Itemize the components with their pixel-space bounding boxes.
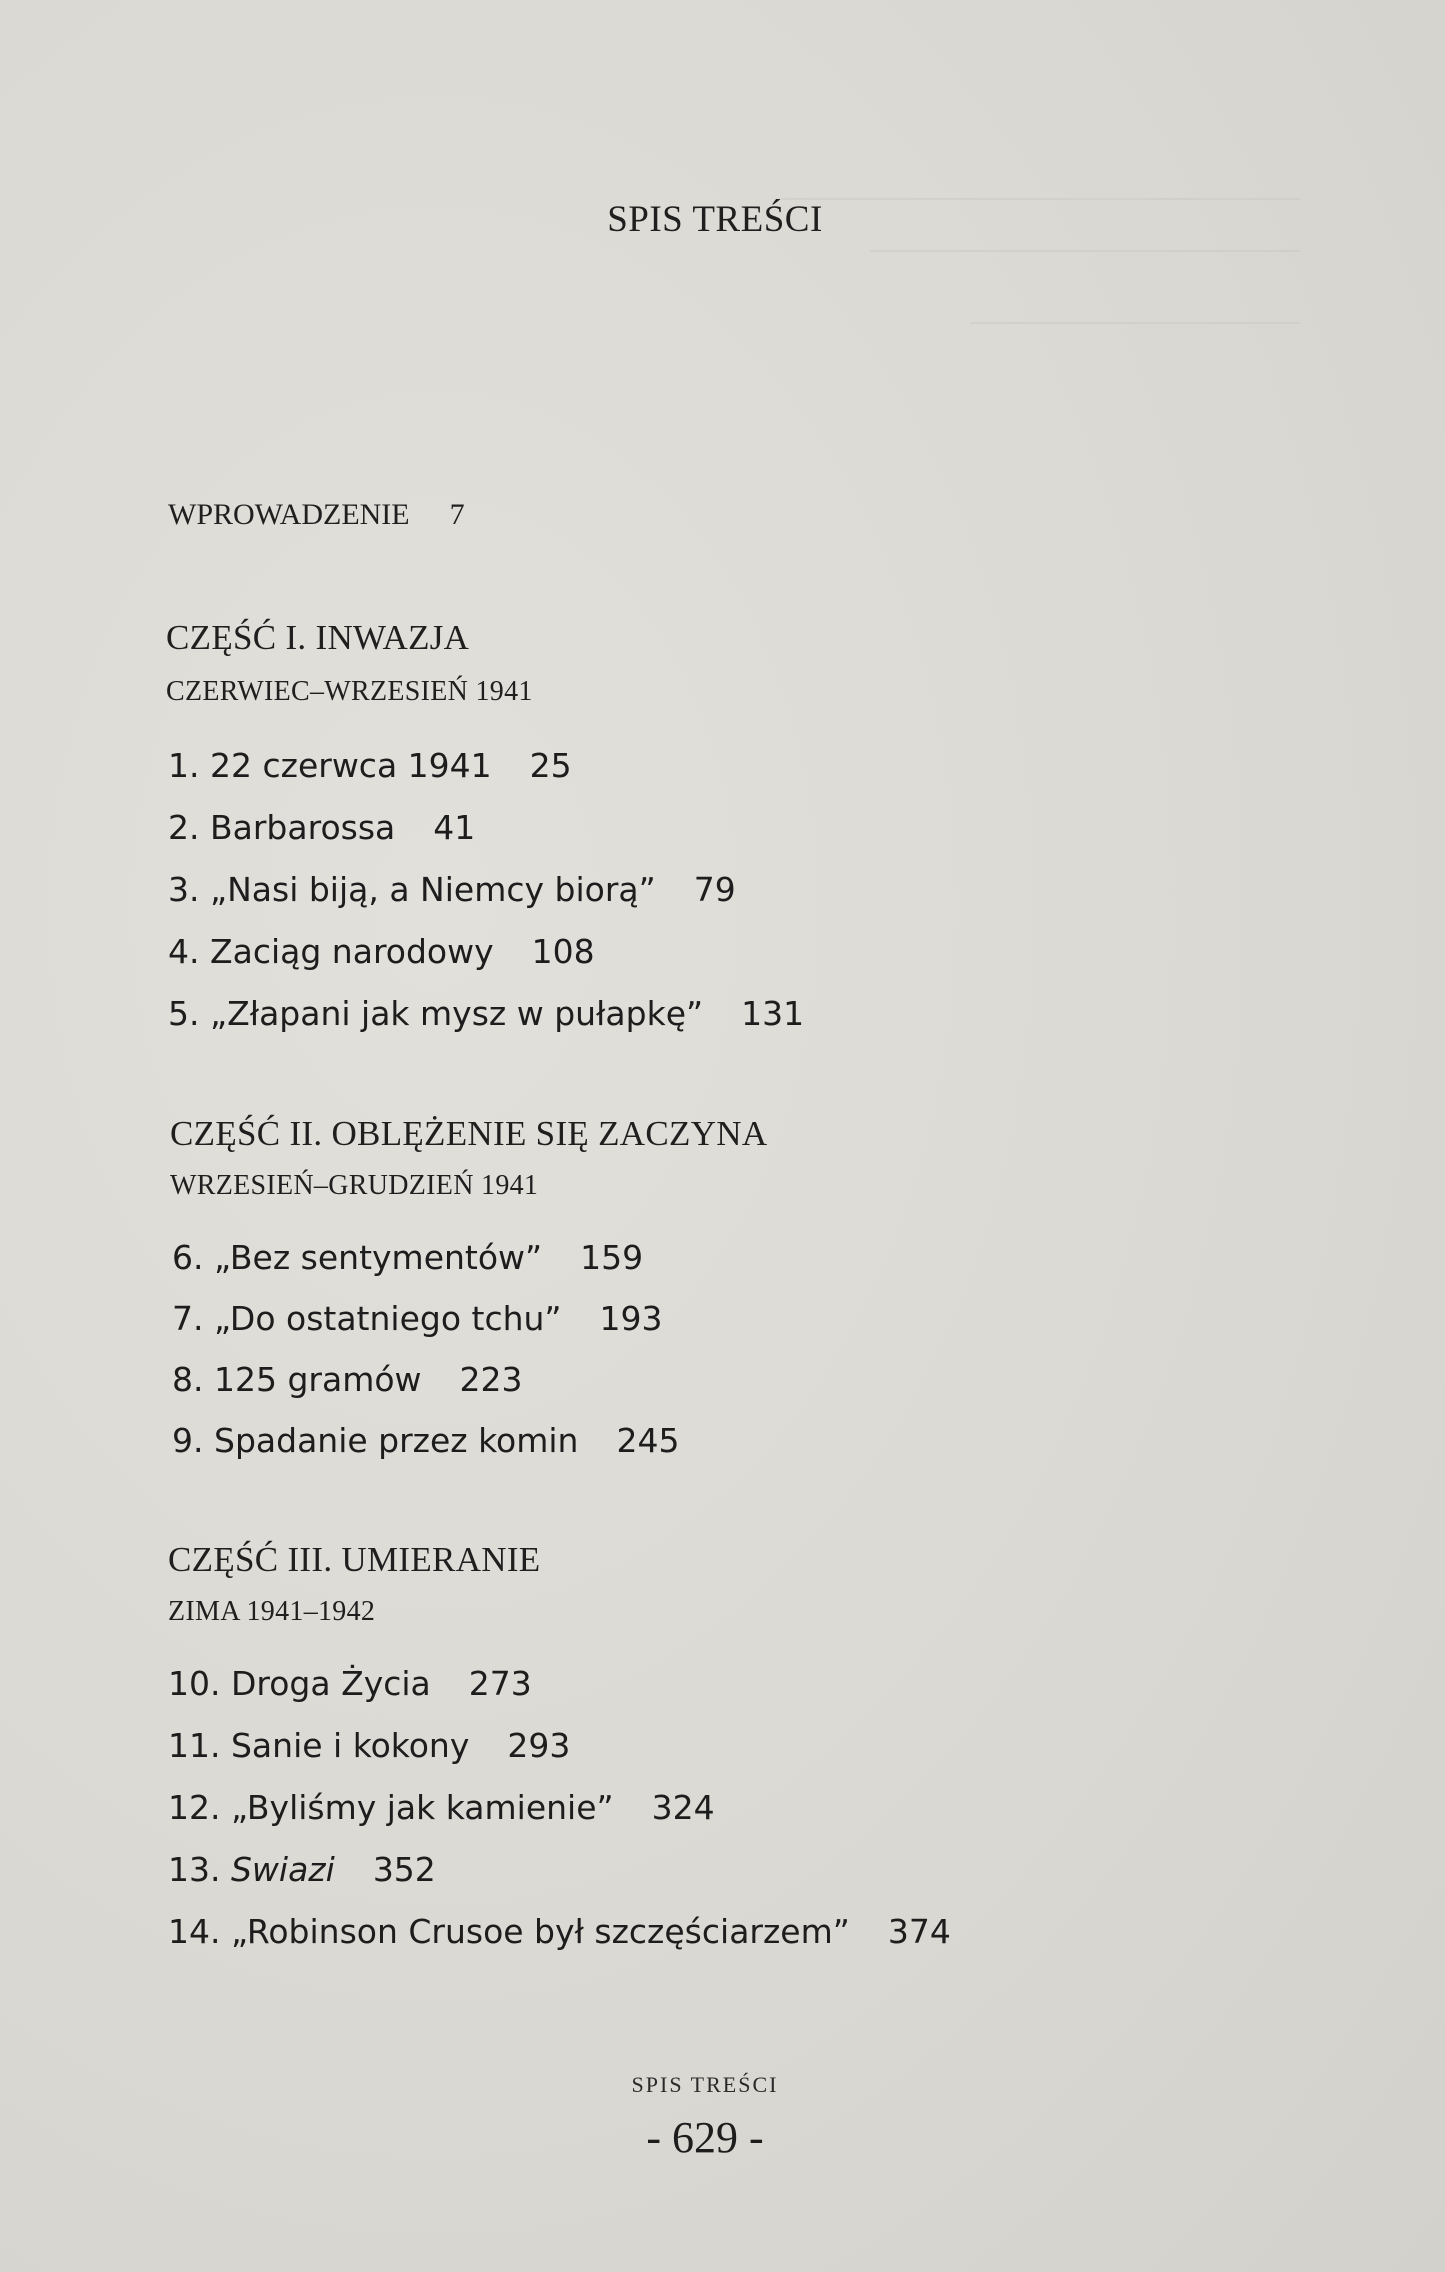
chapter-number: 3. bbox=[168, 870, 200, 909]
chapter-page: 374 bbox=[887, 1912, 951, 1951]
chapter-page: 193 bbox=[599, 1299, 663, 1338]
chapter-title: „Bez sentymentów” bbox=[214, 1238, 543, 1277]
intro-label: WPROWADZENIE bbox=[168, 498, 410, 531]
chapter-title: Droga Życia bbox=[230, 1664, 431, 1703]
chapter-page: 131 bbox=[741, 994, 805, 1033]
running-footer: SPIS TREŚCI bbox=[631, 2072, 779, 2097]
chapter-entry bbox=[168, 994, 804, 1033]
part-heading: CZĘŚĆ I. INWAZJA bbox=[166, 618, 470, 657]
chapter-title: Sanie i kokony bbox=[230, 1726, 470, 1765]
part-heading: CZĘŚĆ II. OBLĘŻENIE SIĘ ZACZYNA bbox=[170, 1114, 768, 1153]
chapter-entry bbox=[168, 1912, 951, 1951]
part-dates: ZIMA 1941–1942 bbox=[168, 1596, 376, 1627]
chapter-page: 293 bbox=[507, 1726, 571, 1765]
chapter-entry bbox=[172, 1360, 523, 1399]
chapter-entry bbox=[168, 1850, 436, 1889]
chapter-title: 125 gramów bbox=[214, 1360, 422, 1399]
chapter-page: 352 bbox=[372, 1850, 436, 1889]
chapter-number: 8. bbox=[172, 1360, 204, 1399]
chapter-number: 2. bbox=[168, 808, 200, 847]
chapter-entry bbox=[172, 1421, 679, 1460]
chapter-entry bbox=[168, 808, 475, 847]
chapter-page: 273 bbox=[468, 1664, 532, 1703]
chapter-title: „Nasi biją, a Niemcy biorą” bbox=[210, 870, 656, 909]
chapter-page: 324 bbox=[651, 1788, 715, 1827]
chapter-number: 6. bbox=[172, 1238, 204, 1277]
chapter-entry bbox=[168, 1726, 570, 1765]
chapter-number: 5. bbox=[168, 994, 200, 1033]
page-number: - 629 - bbox=[646, 2113, 764, 2162]
chapter-title: 22 czerwca 1941 bbox=[210, 746, 492, 785]
part-heading: CZĘŚĆ III. UMIERANIE bbox=[168, 1540, 541, 1579]
chapter-entry bbox=[168, 1664, 532, 1703]
chapter-number: 4. bbox=[168, 932, 200, 971]
chapter-entry bbox=[168, 870, 736, 909]
chapter-title: „Złapani jak mysz w pułapkę” bbox=[210, 994, 704, 1033]
chapter-entry bbox=[168, 1788, 715, 1827]
page-title: SPIS TREŚCI bbox=[607, 199, 823, 240]
chapter-title: Spadanie przez komin bbox=[214, 1421, 579, 1460]
chapter-number: 10. bbox=[168, 1664, 221, 1703]
chapter-entry bbox=[172, 1299, 663, 1338]
chapter-entry bbox=[168, 932, 595, 971]
chapter-number: 7. bbox=[172, 1299, 204, 1338]
intro-entry bbox=[168, 498, 465, 532]
chapter-page: 41 bbox=[433, 808, 476, 847]
chapter-page: 25 bbox=[529, 746, 572, 785]
chapter-number: 9. bbox=[172, 1421, 204, 1460]
part-dates: CZERWIEC–WRZESIEŃ 1941 bbox=[166, 676, 533, 707]
chapter-number: 12. bbox=[168, 1788, 221, 1827]
chapter-title: Barbarossa bbox=[210, 808, 396, 847]
chapter-title: „Robinson Crusoe był szczęściarzem” bbox=[230, 1912, 850, 1951]
chapter-page: 245 bbox=[616, 1421, 680, 1460]
chapter-title: Zaciąg narodowy bbox=[210, 932, 494, 971]
chapter-number: 1. bbox=[168, 746, 200, 785]
chapter-number: 13. bbox=[168, 1850, 221, 1889]
chapter-entry bbox=[168, 746, 572, 785]
chapter-page: 108 bbox=[531, 932, 595, 971]
chapter-entry bbox=[172, 1238, 643, 1277]
part-dates: WRZESIEŃ–GRUDZIEŃ 1941 bbox=[170, 1170, 539, 1201]
intro-page: 7 bbox=[449, 498, 465, 531]
chapter-title: Swiazi bbox=[230, 1850, 335, 1889]
chapter-title: „Byliśmy jak kamienie” bbox=[230, 1788, 614, 1827]
chapter-title: „Do ostatniego tchu” bbox=[214, 1299, 562, 1338]
chapter-page: 223 bbox=[459, 1360, 523, 1399]
chapter-number: 14. bbox=[168, 1912, 221, 1951]
show-through-texture bbox=[500, 140, 1300, 384]
chapter-number: 11. bbox=[168, 1726, 221, 1765]
chapter-page: 79 bbox=[693, 870, 736, 909]
chapter-page: 159 bbox=[580, 1238, 644, 1277]
